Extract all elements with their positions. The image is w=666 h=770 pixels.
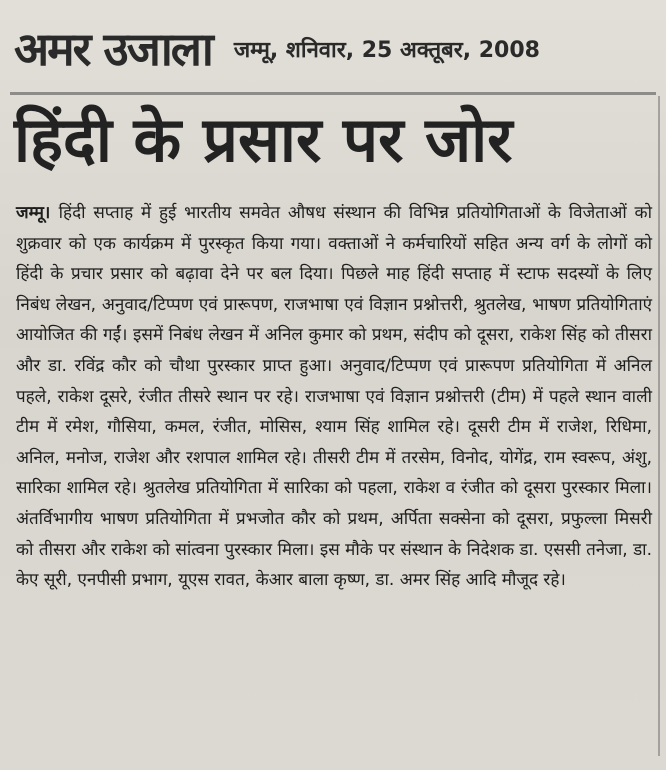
masthead <box>14 14 654 84</box>
headline: हिंदी के प्रसार पर जोर <box>14 103 513 176</box>
divider <box>10 92 656 95</box>
location: जम्मू। <box>16 203 59 223</box>
newspaper-logo: अमर उजाला <box>14 22 212 76</box>
article-body <box>16 198 652 596</box>
column-edge <box>658 96 660 756</box>
article-text: हिंदी सप्ताह में हुई भारतीय समवेत औषध संस्थान की विभिन्न प्रतियोगिताओं के विजेताओं को शुक्रवार को एक कार्यक्रम में पुरस्कृत किया गया। वक्ताओं ने कर्मचारियों सहित अन्य वर्ग के लोगों को हिंदी के प्रचार प्रसार को बढ़ावा देने पर बल दिया। पिछले माह हिंदी सप्ताह में स्टाफ सदस्यों के लिए निबंध लेखन, अनुवाद/टिप्पण एवं प्रारूपण, राजभाषा एवं विज्ञान प्रश्नोत्तरी, श्रुतलेख, भाषण प्रतियोगिताएं आयोजित की गईं। इसमें निबंध लेखन में अनिल कुमार को प्रथम, संदीप को दूसरा, राकेश सिंह को तीसरा और डा. रविंद्र कौर को चौथा पुरस्कार प्राप्त हुआ। अनुवाद/टिप्पण एवं प्रारूपण प्रतियोगिता में अनिल पहले, राकेश दूसरे, रंजीत तीसरे स्थान पर रहे। राजभाषा एवं विज्ञान प्रश्नोत्तरी (टीम) में पहले स्थान वाली टीम में रमेश, गौसिया, कमल, रंजीत, मोसिस, श्याम सिंह शामिल रहे। दूसरी टीम में राजेश, रिधिमा, अनिल, मनोज, राजेश और रशपाल शामिल रहे। तीसरी टीम में तरसेम, विनोद, योगेंद्र, राम स्वरूप, अंशु, सारिका शामिल रहे। श्रुतलेख प्रतियोगिता में सारिका को पहला, राकेश व रंजीत को दूसरा पुरस्कार मिला। अंतर्विभागीय भाषण प्रतियोगिता में प्रभजोत कौर को प्रथम, अर्पिता सक्सेना को दूसरा, प्रफुल्ला मिसरी को तीसरा और राकेश को सांत्वना पुरस्कार मिला। इस मौके पर संस्थान के निदेशक डा. एससी तनेजा, डा. केए सूरी, एनपीसी प्रभाग, यूएस रावत, केआर बाला कृष्ण, डा. अमर सिंह आदि मौजूद रहे। <box>16 203 652 591</box>
dateline: जम्मू, शनिवार, 25 अक्तूबर, 2008 <box>233 38 540 63</box>
